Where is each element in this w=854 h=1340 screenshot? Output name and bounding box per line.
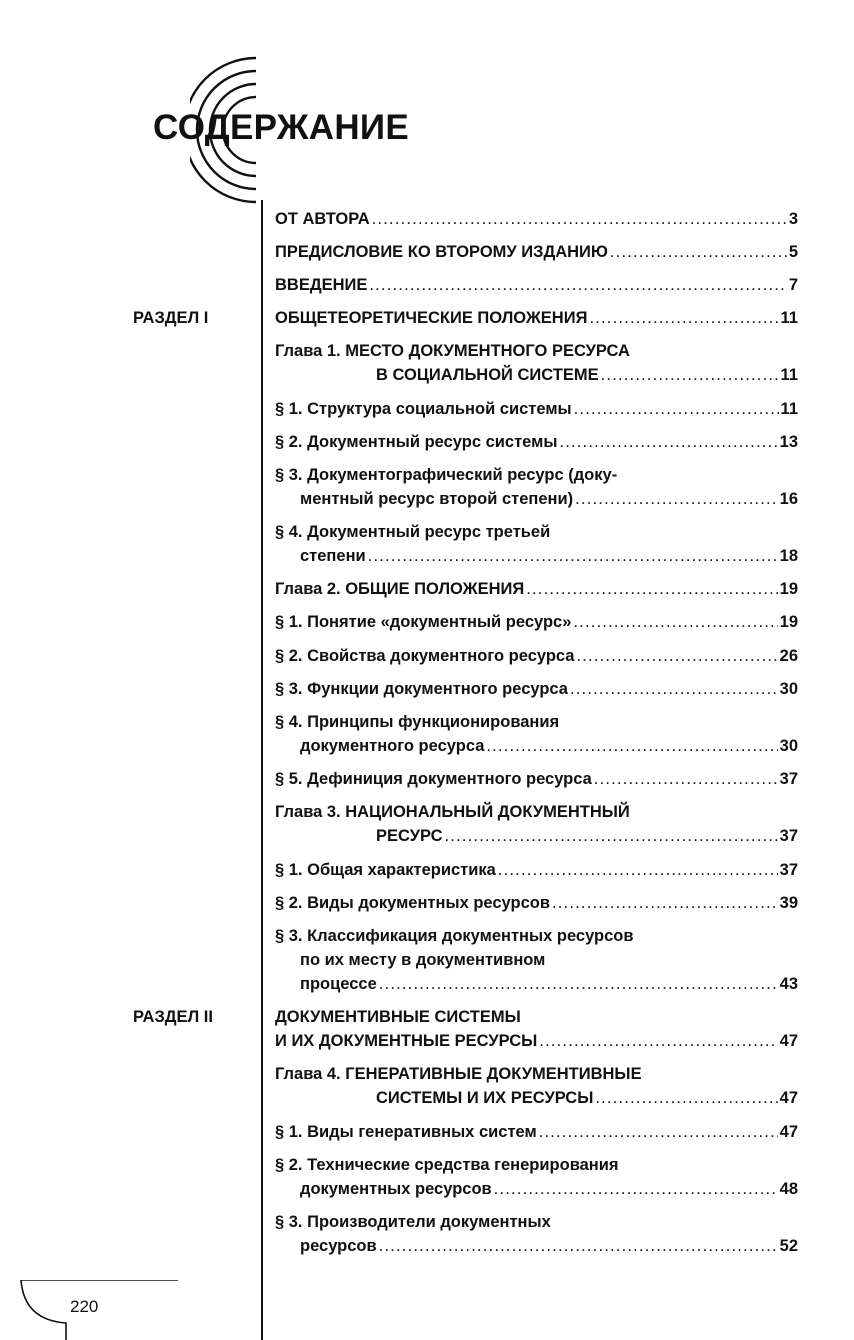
toc-entry xyxy=(275,763,798,796)
toc-entry-text: § 4. Принципы функционирования xyxy=(275,713,560,732)
toc-entry-text: документных ресурсов xyxy=(300,1179,492,1198)
toc-entry-text: § 1. Понятие «документный ресурс» xyxy=(275,613,572,632)
table-of-contents xyxy=(133,202,798,1263)
toc-entry-text: ресурсов xyxy=(300,1236,377,1255)
toc-page-number: 48 xyxy=(779,1179,798,1198)
toc-page-number: 47 xyxy=(779,1032,798,1051)
toc-page-number: 52 xyxy=(779,1236,798,1255)
toc-entry-text: по их месту в документивном xyxy=(300,950,546,969)
toc-entry-text: ВВЕДЕНИЕ xyxy=(275,275,368,294)
dot-leader xyxy=(539,1029,777,1053)
dot-leader xyxy=(575,487,777,511)
dot-leader xyxy=(486,734,777,758)
toc-entry xyxy=(275,1115,798,1148)
toc-entry xyxy=(133,302,798,335)
toc-entry-text: § 2. Технические средства генерирования xyxy=(275,1155,619,1174)
toc-page-number: 5 xyxy=(788,242,798,261)
toc-entry xyxy=(275,516,798,573)
dot-leader xyxy=(369,273,786,297)
section-label: РАЗДЕЛ I xyxy=(133,309,209,328)
toc-entry-text: § 1. Структура социальной системы xyxy=(275,399,572,418)
toc-page-number: 3 xyxy=(788,209,798,228)
dot-leader xyxy=(570,677,778,701)
toc-entry-text: ОТ АВТОРА xyxy=(275,209,370,228)
toc-entry-text: ПРЕДИСЛОВИЕ КО ВТОРОМУ ИЗДАНИЮ xyxy=(275,242,608,261)
toc-page-number: 47 xyxy=(779,1122,798,1141)
toc-entry xyxy=(275,1058,798,1115)
page-number: 220 xyxy=(70,1297,99,1316)
page-title: СОДЕРЖАНИЕ xyxy=(153,108,410,147)
dot-leader xyxy=(379,1234,778,1258)
toc-entry-text: процессе xyxy=(300,974,377,993)
toc-entry xyxy=(275,1148,798,1205)
toc-entry xyxy=(275,639,798,672)
toc-entry xyxy=(275,573,798,606)
toc-page-number: 13 xyxy=(779,432,798,451)
toc-entry-text: Глава 2. ОБЩИЕ ПОЛОЖЕНИЯ xyxy=(275,580,525,599)
toc-entry-text: § 1. Общая характеристика xyxy=(275,860,496,879)
toc-page-number: 18 xyxy=(779,547,798,566)
toc-page-number: 11 xyxy=(780,399,798,418)
dot-leader xyxy=(576,644,777,668)
toc-entry-text: § 1. Виды генеративных систем xyxy=(275,1122,537,1141)
dot-leader xyxy=(379,972,778,996)
toc-entry-text: § 4. Документный ресурс третьей xyxy=(275,523,551,542)
toc-entry-text: § 2. Документный ресурс системы xyxy=(275,432,558,451)
toc-entry-text: ДОКУМЕНТИВНЫЕ СИСТЕМЫ xyxy=(275,1008,521,1027)
toc-entry xyxy=(275,672,798,705)
toc-entry xyxy=(275,886,798,919)
toc-page-number: 16 xyxy=(779,489,798,508)
toc-entry-text: § 3. Функции документного ресурса xyxy=(275,679,568,698)
toc-entry-text: § 3. Документографический ресурс (доку- xyxy=(275,465,618,484)
toc-entry xyxy=(275,705,798,762)
toc-entry xyxy=(275,606,798,639)
toc-entry-text: В СОЦИАЛЬНОЙ СИСТЕМЕ xyxy=(376,366,599,385)
dot-leader xyxy=(539,1120,778,1144)
toc-page-number: 37 xyxy=(779,860,798,879)
toc-page-number: 47 xyxy=(779,1089,798,1108)
toc-entry xyxy=(275,202,798,235)
toc-entry-text: Глава 1. МЕСТО ДОКУМЕНТНОГО РЕСУРСА xyxy=(275,342,630,361)
dot-leader xyxy=(595,1086,777,1110)
toc-entry-text: ОБЩЕТЕОРЕТИЧЕСКИЕ ПОЛОЖЕНИЯ xyxy=(275,309,588,328)
toc-entry-text: § 3. Классификация документных ресурсов xyxy=(275,926,634,945)
toc-entry xyxy=(275,853,798,886)
toc-entry-text: § 5. Дефиниция документного ресурса xyxy=(275,770,592,789)
toc-entry-text: § 3. Производители документных xyxy=(275,1212,551,1231)
toc-page-number: 11 xyxy=(780,366,798,385)
toc-entry-text: § 2. Свойства документного ресурса xyxy=(275,646,575,665)
toc-entry xyxy=(275,919,798,1000)
toc-page-number: 30 xyxy=(779,679,798,698)
toc-page-number: 7 xyxy=(788,275,798,294)
dot-leader xyxy=(552,891,778,915)
dot-leader xyxy=(589,306,778,330)
toc-page-number: 39 xyxy=(779,893,798,912)
dot-leader xyxy=(494,1177,778,1201)
toc-entry-text: И ИХ ДОКУМЕНТНЫЕ РЕСУРСЫ xyxy=(275,1032,538,1051)
dot-leader xyxy=(574,397,779,421)
toc-page-number: 43 xyxy=(779,974,798,993)
toc-page-number: 19 xyxy=(779,613,798,632)
toc-entry-text: Глава 3. НАЦИОНАЛЬНЫЙ ДОКУМЕНТНЫЙ xyxy=(275,803,630,822)
toc-entry-text: документного ресурса xyxy=(300,737,485,756)
toc-entry-text: РЕСУРС xyxy=(376,827,443,846)
toc-entry-text: степени xyxy=(300,547,366,566)
toc-page-number: 37 xyxy=(779,827,798,846)
dot-leader xyxy=(573,610,777,634)
dot-leader xyxy=(498,858,778,882)
page-number-decoration xyxy=(0,1280,200,1340)
toc-entry xyxy=(275,392,798,425)
toc-entry xyxy=(275,796,798,853)
toc-page-number: 37 xyxy=(779,770,798,789)
toc-entry-text: ментный ресурс второй степени) xyxy=(300,489,574,508)
section-label: РАЗДЕЛ II xyxy=(133,1008,213,1027)
toc-entry xyxy=(275,335,798,392)
toc-entry-text: Глава 4. ГЕНЕРАТИВНЫЕ ДОКУМЕНТИВНЫЕ xyxy=(275,1065,642,1084)
toc-entry-text: СИСТЕМЫ И ИХ РЕСУРСЫ xyxy=(376,1089,594,1108)
dot-leader xyxy=(372,207,787,231)
toc-entry xyxy=(275,268,798,301)
toc-page-number: 11 xyxy=(780,309,798,328)
toc-entry xyxy=(275,1205,798,1262)
dot-leader xyxy=(444,824,777,848)
toc-page-number: 30 xyxy=(779,737,798,756)
toc-page-number: 19 xyxy=(779,580,798,599)
dot-leader xyxy=(559,430,777,454)
dot-leader xyxy=(368,544,778,568)
vertical-divider xyxy=(261,200,263,1340)
toc-entry xyxy=(275,235,798,268)
dot-leader xyxy=(526,577,777,601)
toc-page-number: 26 xyxy=(779,646,798,665)
dot-leader xyxy=(610,240,787,264)
toc-entry-text: § 2. Виды документных ресурсов xyxy=(275,893,550,912)
toc-entry xyxy=(275,425,798,458)
toc-entry xyxy=(275,458,798,515)
dot-leader xyxy=(601,363,779,387)
dot-leader xyxy=(594,767,778,791)
toc-entry xyxy=(133,1001,798,1058)
